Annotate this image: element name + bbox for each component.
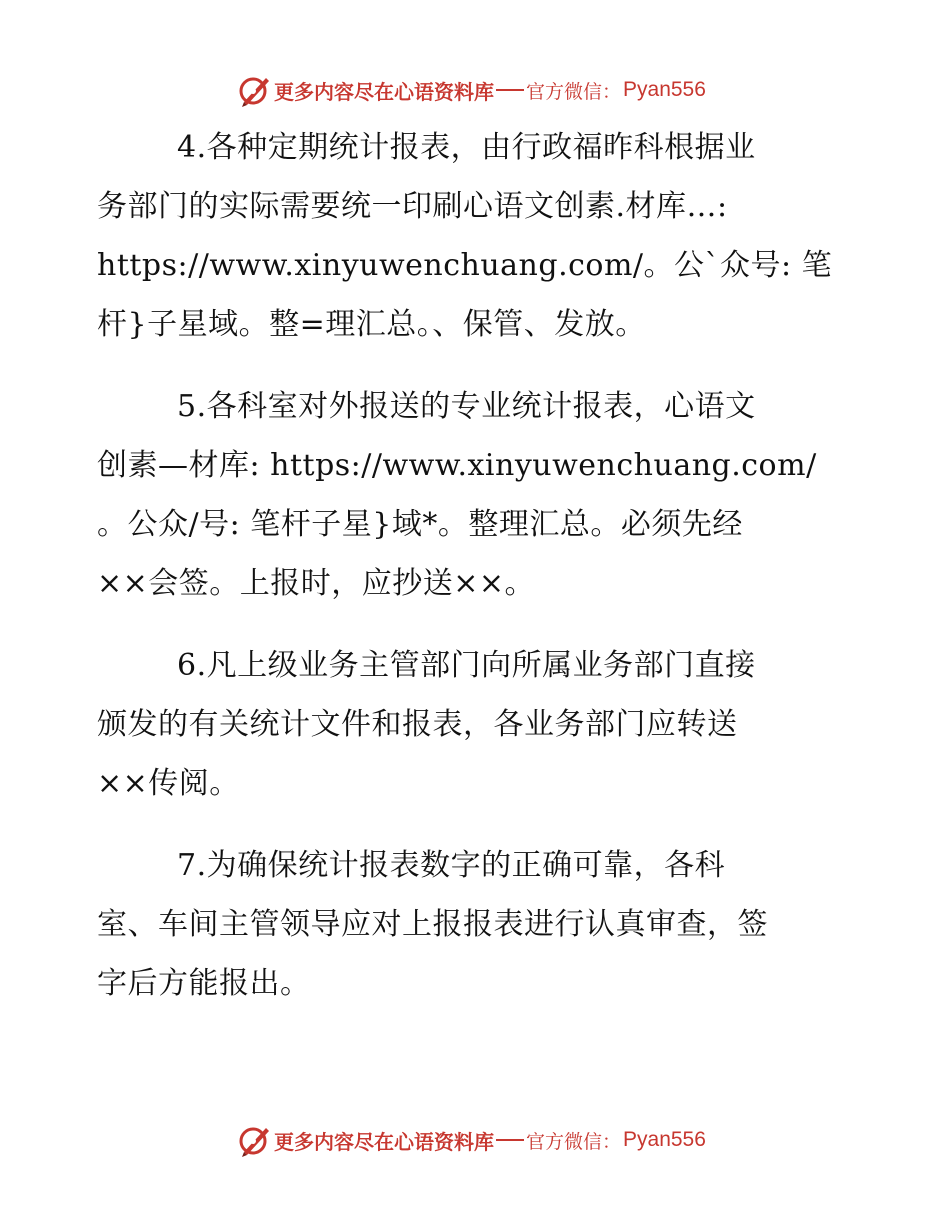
text-line: ××会签。上报时，应抄送××。 <box>97 566 536 601</box>
text-line: 4.各种定期统计报表，由行政福昨科根据业 <box>177 130 756 165</box>
text-line: 5.各科室对外报送的专业统计报表，心语文 <box>177 389 756 424</box>
banner-title: 更多内容尽在心语资料库 <box>274 79 494 104</box>
banner-wechat-id: Pyan556 <box>623 78 706 101</box>
text-line: 7.为确保统计报表数字的正确可靠，各科 <box>177 848 726 883</box>
text-line: 创素—材库: https://www.xinyuwenchuang.com/ <box>97 448 817 483</box>
banner-dash <box>496 1139 524 1141</box>
paragraph-7 <box>97 836 857 1013</box>
document-body <box>97 118 857 1036</box>
pen-logo-icon <box>236 1122 272 1158</box>
paragraph-4 <box>97 118 857 354</box>
text-line: ××传阅。 <box>97 766 240 801</box>
text-line: 颁发的有关统计文件和报表，各业务部门应转送 <box>97 707 738 742</box>
text-line: 室、车间主管领导应对上报报表进行认真审查，签 <box>97 907 768 942</box>
banner-title: 更多内容尽在心语资料库 <box>274 1129 494 1154</box>
footer-watermark-banner <box>236 1122 706 1158</box>
banner-wechat-id: Pyan556 <box>623 1128 706 1151</box>
text-line: https://www.xinyuwenchuang.com/。公`众号: 笔 <box>97 248 833 283</box>
text-line: 6.凡上级业务主管部门向所属业务部门直接 <box>177 648 756 683</box>
paragraph-6 <box>97 636 857 813</box>
text-line: 。公众/号: 笔杆子星}域*。整理汇总。必须先经 <box>97 507 743 542</box>
header-watermark-banner <box>236 72 706 108</box>
text-line: 杆}子星域。整=理汇总。、保管、发放。 <box>97 307 646 342</box>
text-line: 务部门的实际需要统一印刷心语文创素.材库…: <box>97 189 728 224</box>
banner-wechat-label: 官方微信： <box>526 1130 622 1153</box>
banner-dash <box>496 89 524 91</box>
text-line: 字后方能报出。 <box>97 966 311 1001</box>
banner-wechat-label: 官方微信： <box>526 80 622 103</box>
paragraph-5 <box>97 377 857 613</box>
pen-logo-icon <box>236 72 272 108</box>
